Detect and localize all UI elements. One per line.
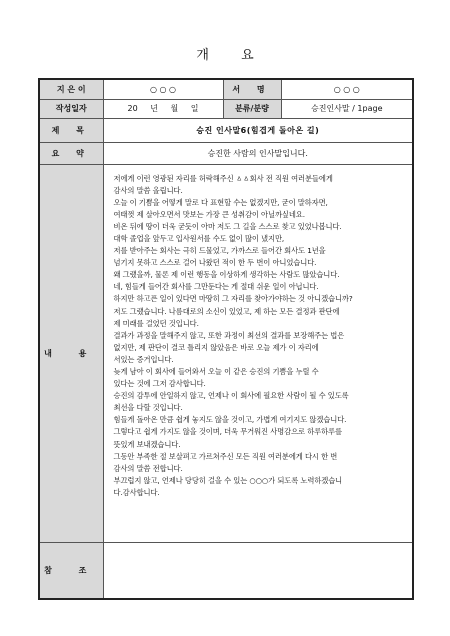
subject-value: 승진 인사말6(힘겹게 돌아온 길) [103, 118, 413, 142]
notes-label: 참 조 [39, 542, 103, 599]
content-line: 힘들게 돌아온 만큼 쉽게 놓지도 않을 것이고, 가볍게 여기지도 않겠습니다. [113, 415, 347, 425]
subject-label: 제 목 [39, 118, 103, 142]
content-line: 늦게 남아 이 회사에 들어와서 오늘 이 같은 승진의 기쁨을 누릴 수 [113, 367, 319, 376]
author-label: 지 은 이 [39, 79, 103, 99]
content-line: 뜻있게 보내겠습니다. [113, 439, 181, 449]
content-line: 그동안 부족한 절 보살펴고 가르쳐주신 모든 직원 여러분에게 다시 한 번 [113, 451, 338, 461]
content-lines [114, 173, 407, 500]
content-line: 없지만, 제 판단이 결코 틀리지 않았음은 바로 오늘 제가 이 자리에 [113, 342, 319, 352]
content-line: 제 미래를 걸었던 것입니다. [113, 318, 199, 328]
summary-value: 승진한 사람의 인사말입니다. [103, 142, 413, 164]
content-line: 여태껏 제 살아오면서 맛보는 가장 큰 성취감이 아닐까싶네요. [113, 209, 305, 219]
content-body [103, 164, 413, 542]
summary-label: 요 약 [39, 142, 103, 164]
notes-value [103, 542, 413, 599]
overview-form [38, 78, 414, 600]
content-line: 왜 그랬을까, 물론 제 이런 행동을 이상하게 생각하는 사람도 많았습니다. [113, 270, 340, 280]
content-line: 네, 힘들게 들어간 회사를 그만둔다는 게 절대 쉬운 일이 아닙니다. [113, 282, 319, 292]
content-line: 있다는 것에 그저 감사합니다. [113, 379, 206, 389]
signature-label: 서 명 [223, 79, 281, 99]
content-line: 감사의 말씀 올립니다. [113, 185, 183, 195]
summary-row [39, 142, 413, 164]
content-line: 하지만 하고픈 일이 있다면 마땅히 그 자리를 찾아가야하는 것 아니겠습니까? [113, 294, 353, 304]
content-line: 감사의 말씀 전합니다. [113, 463, 183, 473]
content-line: 서있는 증거입니다. [113, 354, 174, 364]
author-row [39, 79, 413, 99]
category-label: 분류/분량 [223, 99, 281, 118]
content-line: 비온 뒤에 땅이 더욱 굳듯이 아마 저도 그 길을 스스로 찾고 있었나봅니다. [113, 221, 342, 231]
content-line: 승진의 감투에 안일하지 않고, 언제나 이 회사에 필요한 사람이 될 수 있도록 [113, 391, 349, 401]
content-line: 저도 그랬습니다. 나름대로의 소신이 있었고, 제 하는 모든 결정과 판단에 [113, 306, 340, 316]
content-line: 저에게 이런 영광된 자리를 허락해주신 ㅿㅿ회사 전 직원 여러분들에게 [113, 173, 333, 183]
content-line: 그렇다고 쉽게 가지도 않을 것이며, 더욱 무거워진 사명감으로 하루하루를 [113, 427, 342, 437]
subject-row [39, 118, 413, 142]
content-line: 넘기지 못하고 스스로 걸어 나왔던 적이 한 두 번이 아니었습니다. [113, 258, 317, 268]
content-label: 내 용 [39, 164, 103, 542]
date-row [39, 99, 413, 118]
signature-value: ○ ○ ○ [281, 79, 413, 99]
content-line: 대학 졸업을 앞두고 입사원서를 수도 없이 많이 냈지만, [113, 233, 285, 243]
date-value: 20 년 월 일 [103, 99, 223, 118]
content-line: 결과가 과정을 말해주지 않고, 또한 과정이 최선의 결과를 보장해주는 법은 [113, 330, 345, 340]
content-line: 저를 받아주는 회사는 극히 드물었고, 가까스로 들어간 회사도 1년을 [113, 246, 326, 256]
page-title: 개 요 [196, 48, 268, 63]
author-value: ○ ○ ○ [103, 79, 223, 99]
content-line: 다.감사합니다. [113, 487, 160, 497]
content-line: 오늘 이 기쁨을 어떻게 말로 다 표현할 수는 없겠지만, 굳이 말하자면, [113, 197, 328, 207]
notes-row [39, 542, 413, 599]
content-row [39, 164, 413, 542]
content-line: 부끄럽지 않고, 언제나 당당히 걸을 수 있는 ○○○가 되도록 노력하겠습니 [113, 475, 343, 485]
date-label: 작성일자 [39, 99, 103, 118]
content-line: 최선을 다할 것입니다. [113, 403, 183, 413]
category-value: 승진인사말 / 1page [281, 99, 413, 118]
